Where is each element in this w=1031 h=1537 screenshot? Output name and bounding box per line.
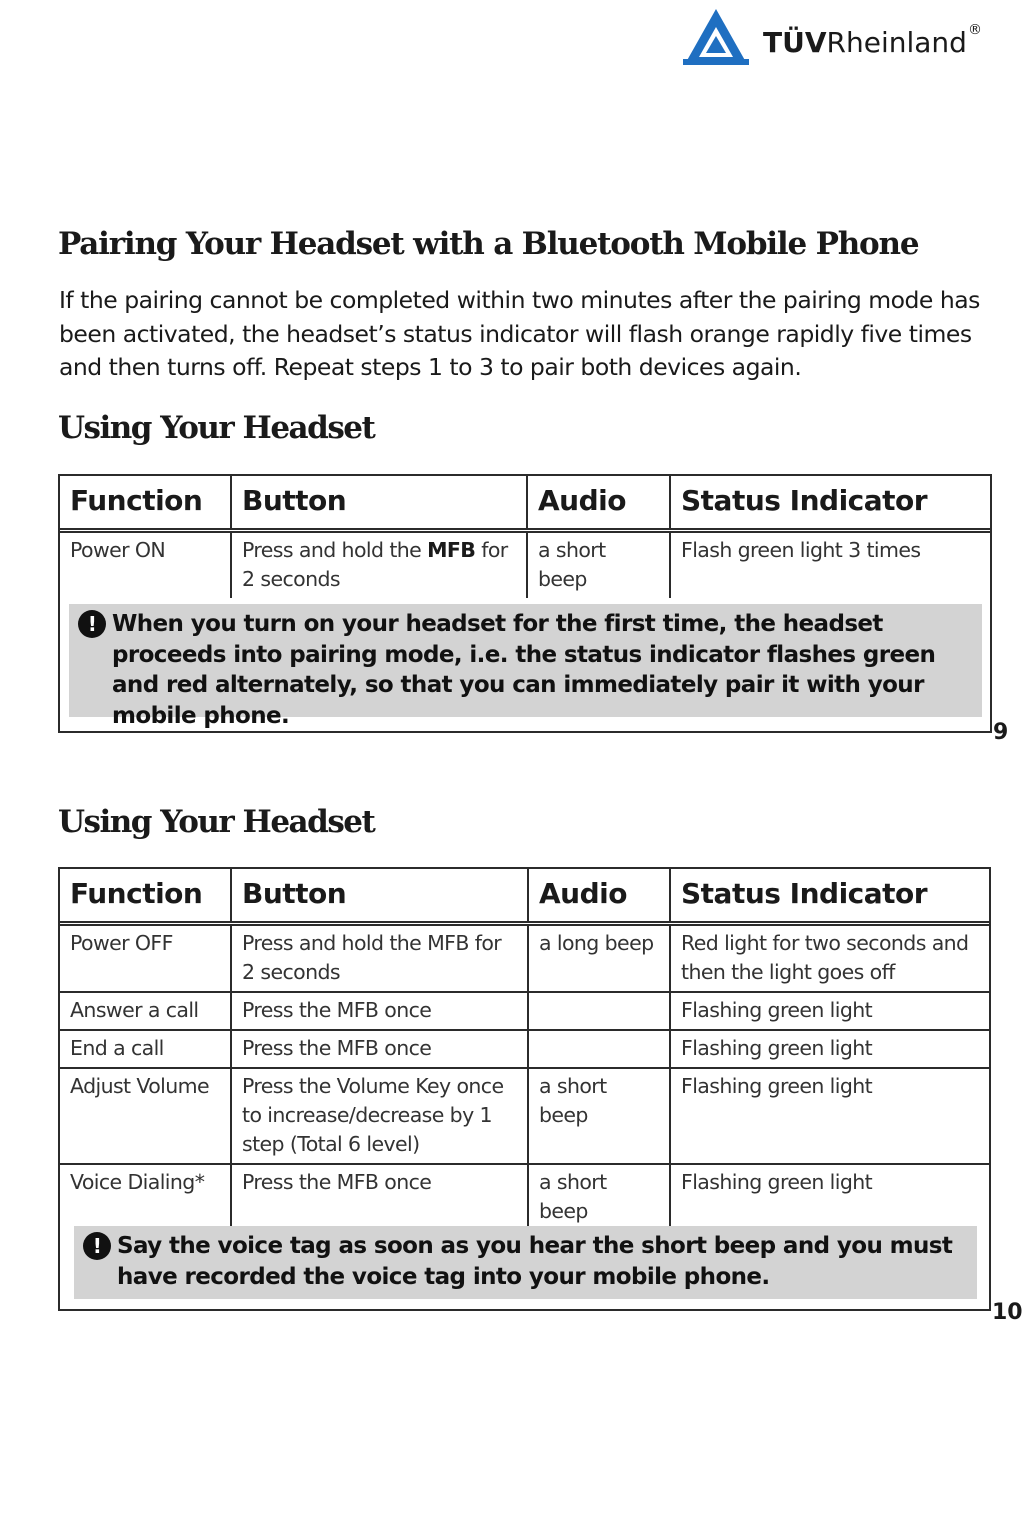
- col-header-function: Function: [70, 484, 203, 518]
- table-row: [60, 1068, 989, 1164]
- table-row: [60, 1030, 989, 1068]
- col-header-function: Function: [70, 877, 203, 911]
- col-header-audio: Audio: [528, 869, 670, 923]
- col-header-button: Button: [231, 869, 528, 923]
- table-row: [60, 992, 989, 1030]
- cell-function: Power ON: [70, 537, 166, 562]
- cell-button: Press and hold the MFB for 2 seconds: [231, 923, 528, 992]
- col-header-status: Status Indicator: [670, 869, 989, 923]
- logo-text: TÜVRheinland®: [763, 22, 982, 59]
- cell-function: Voice Dialing*: [60, 1164, 231, 1230]
- note-text: Say the voice tag as soon as you hear the short beep and you must have recorded the voice tag into your mobile phone.: [117, 1233, 953, 1290]
- page-number: 10: [992, 1300, 1023, 1325]
- headset-table-page10: [58, 867, 991, 1311]
- cell-status: Red light for two seconds and then the light goes off: [670, 923, 989, 992]
- tuv-rheinland-logo: [683, 6, 1023, 70]
- col-header-status: Status Indicator: [670, 476, 990, 530]
- page-number: 9: [993, 720, 1009, 745]
- table-row: [60, 1164, 989, 1230]
- note-box-page9: [69, 604, 982, 729]
- exclamation-circle-icon: !: [83, 1232, 111, 1260]
- note-text: When you turn on your headset for the first time, the headset proceeds into pairing mode, i.e. the status indicator flashes green and red alternately, so that you can immediately pair it with your mobile phone.: [112, 611, 936, 729]
- cell-audio: a long beep: [528, 923, 670, 992]
- cell-audio: a short beep: [528, 1164, 670, 1230]
- page-title: Pairing Your Headset with a Bluetooth Mobile Phone: [58, 226, 919, 262]
- cell-status: Flashing green light: [670, 1068, 989, 1164]
- cell-audio: a short beep: [528, 1068, 670, 1164]
- headset-table-page9: [58, 474, 992, 733]
- table-row: [60, 923, 989, 992]
- cell-status: Flashing green light: [670, 992, 989, 1030]
- tuv-triangle-icon: [683, 6, 749, 68]
- cell-button: Press the MFB once: [231, 1164, 528, 1230]
- cell-function: End a call: [60, 1030, 231, 1068]
- cell-audio: [528, 992, 670, 1030]
- cell-status: Flashing green light: [670, 1164, 989, 1230]
- section-title-page10: Using Your Headset: [58, 804, 375, 840]
- exclamation-circle-icon: !: [78, 610, 106, 638]
- cell-function: Answer a call: [60, 992, 231, 1030]
- section-title-page9: Using Your Headset: [58, 410, 375, 446]
- pairing-paragraph: If the pairing cannot be completed within two minutes after the pairing mode has been activated, the headset’s status indicator will flash orange rapidly five times and then turns off. Repeat steps 1 to 3 to pair both devices again.: [59, 286, 980, 381]
- cell-audio: a short beep: [527, 530, 670, 598]
- cell-function: Power OFF: [70, 930, 173, 955]
- col-header-button: Button: [231, 476, 527, 530]
- col-header-audio: Audio: [527, 476, 670, 530]
- cell-button: Press the Volume Key once to increase/decrease by 1 step (Total 6 level): [231, 1068, 528, 1164]
- table-row: [60, 530, 990, 598]
- cell-function: Adjust Volume: [60, 1068, 231, 1164]
- cell-button: Press the MFB once: [231, 992, 528, 1030]
- cell-audio: [528, 1030, 670, 1068]
- cell-status: Flashing green light: [670, 1030, 989, 1068]
- table-header-row: [60, 476, 990, 530]
- table-header-row: [60, 869, 989, 923]
- note-box-page10: [74, 1226, 977, 1299]
- cell-button: Press the MFB once: [231, 1030, 528, 1068]
- cell-button: Press and hold the MFB for 2 seconds: [231, 530, 527, 598]
- cell-status: Flash green light 3 times: [670, 530, 990, 598]
